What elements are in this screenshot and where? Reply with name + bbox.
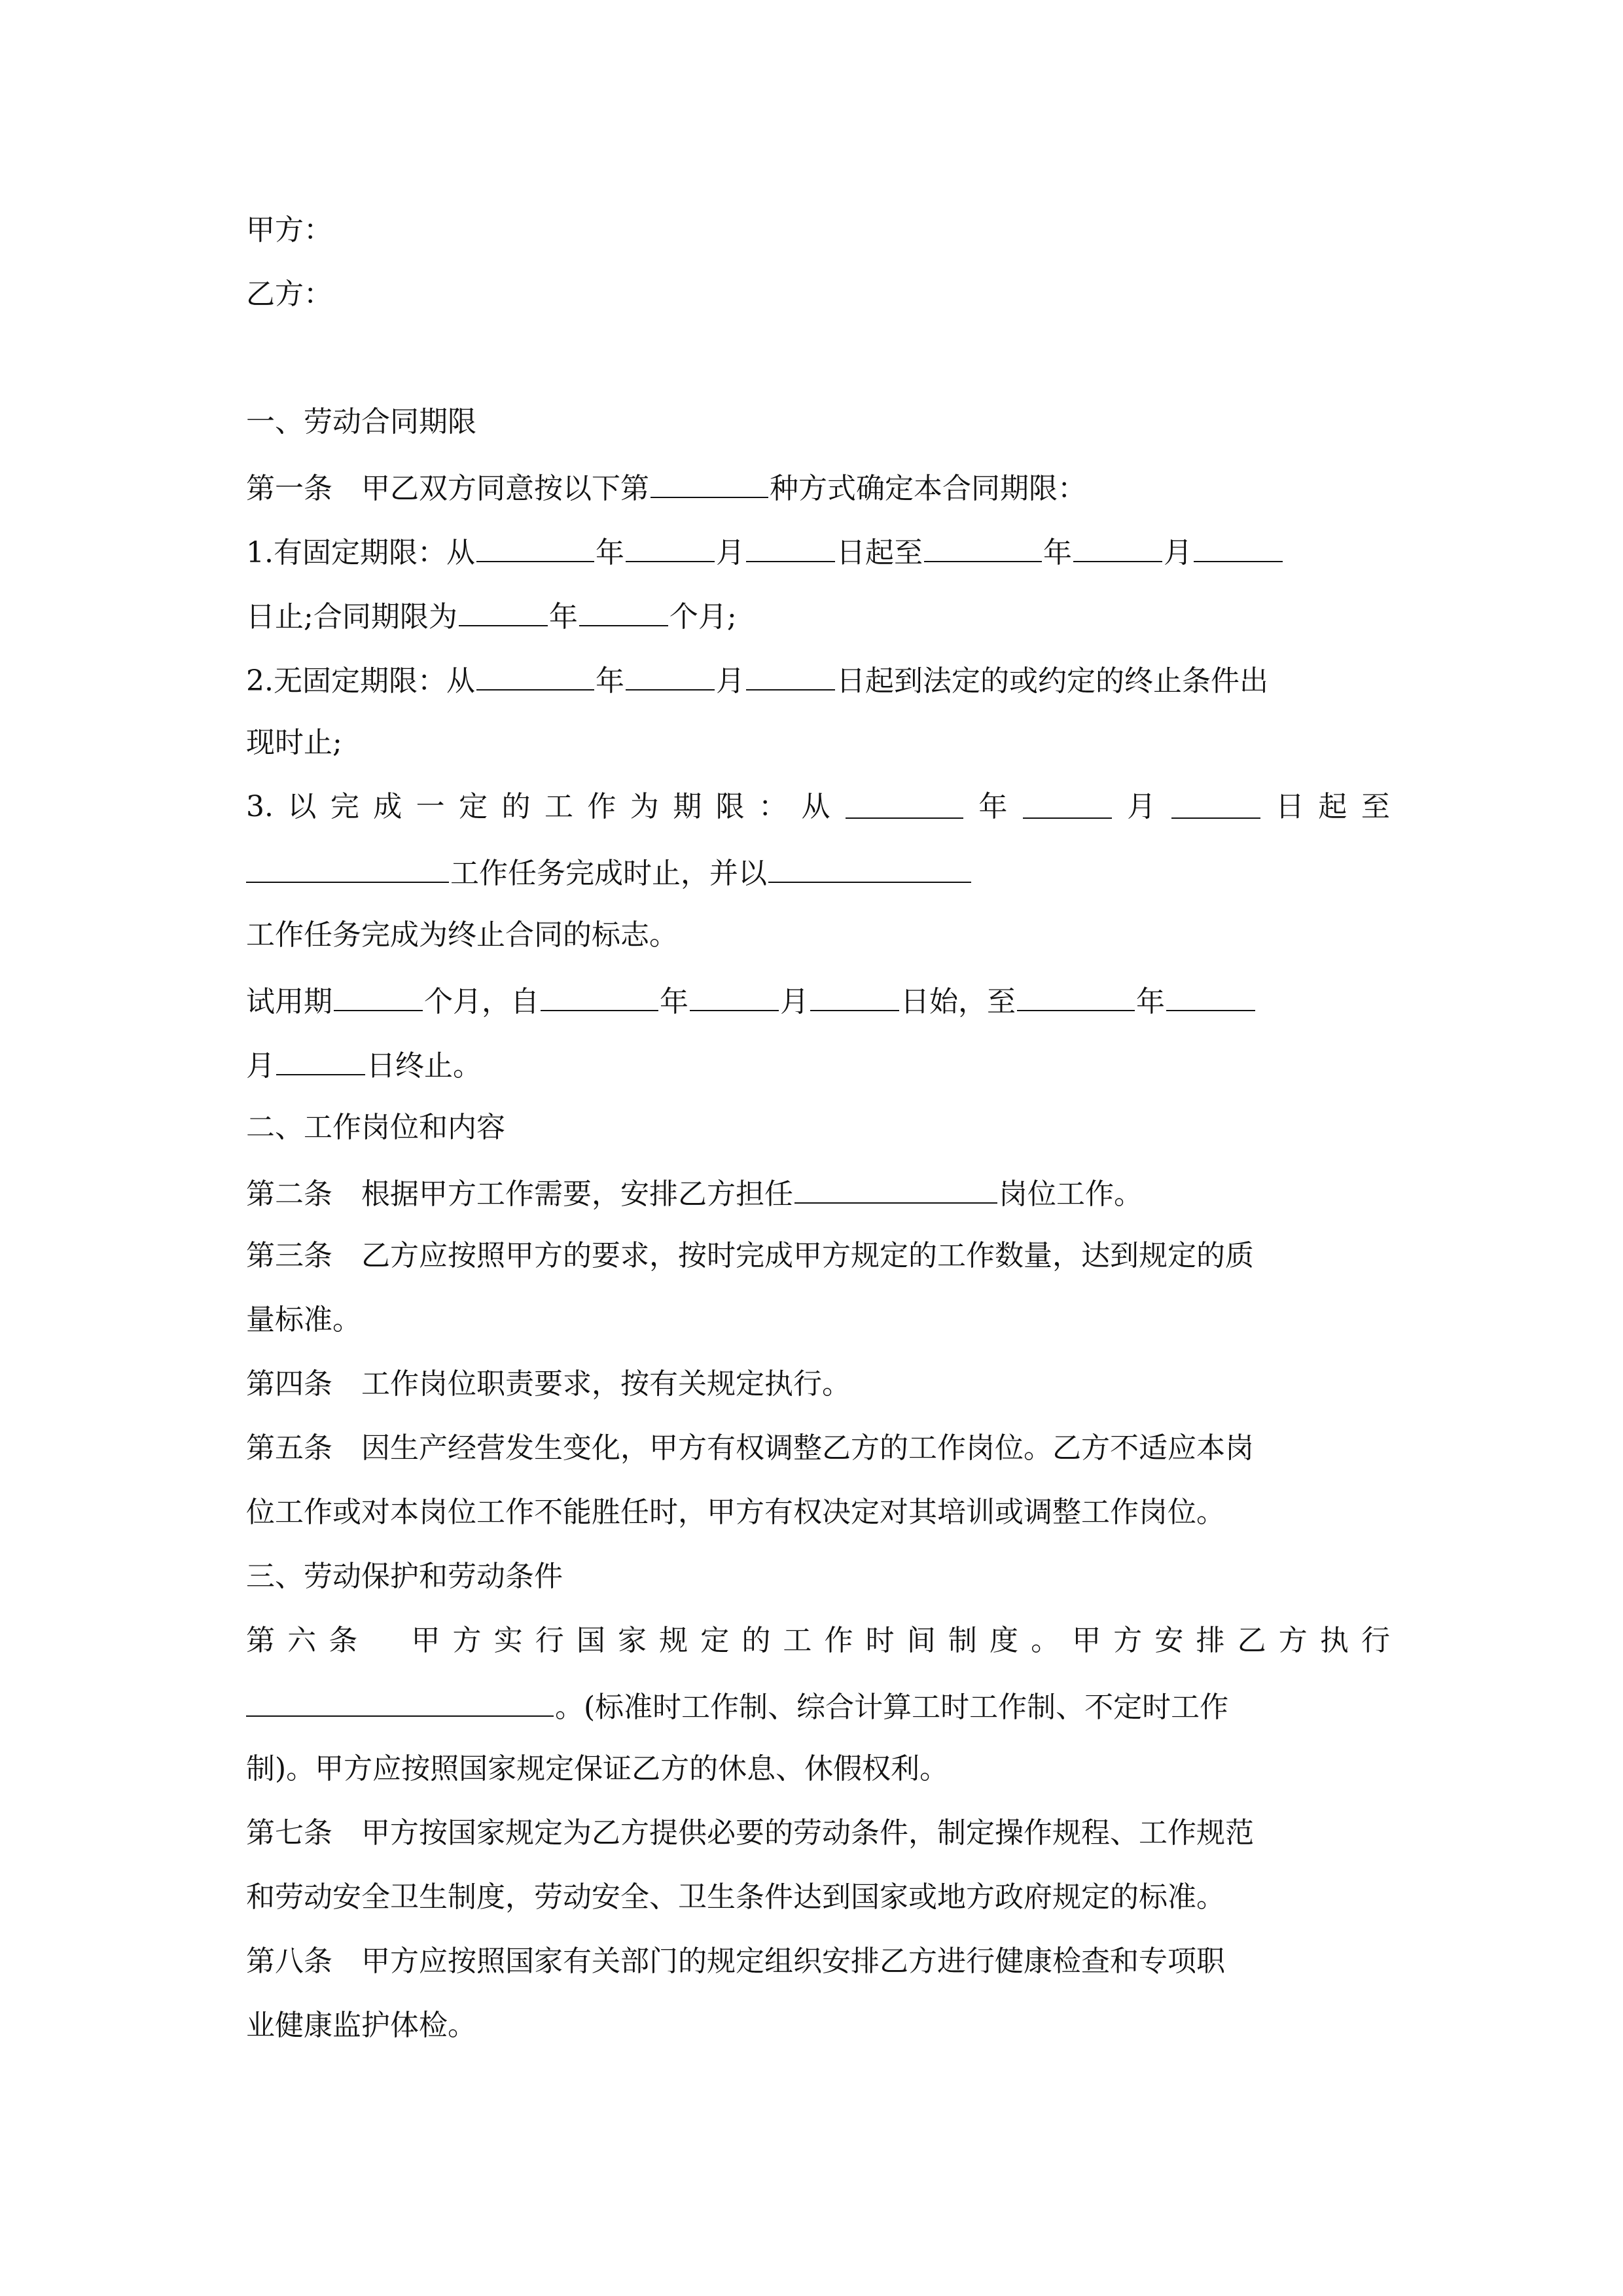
article-1-text-b: 种方式确定本合同期限： <box>770 472 1086 505</box>
article-6-line-1 <box>246 1621 1390 1660</box>
char: 定 <box>459 790 488 823</box>
year-label: 年 <box>660 985 688 1018</box>
probation-line-1 <box>246 980 1390 1022</box>
article-4-head: 第四条 <box>246 1367 332 1401</box>
char: 限 <box>715 790 745 823</box>
probation-end-year-blank[interactable] <box>1017 980 1135 1011</box>
char: 排 <box>1196 1624 1225 1657</box>
article-8-line-2: 业健康监护体检。 <box>246 2009 476 2042</box>
article-5-text: 因生产经营发生变化，甲方有权调整乙方的工作岗位。乙方不适应本岗 <box>361 1431 1254 1465</box>
option-2-label: 2.无固定期限：从 <box>246 664 475 698</box>
char: 方 <box>1278 1624 1308 1657</box>
char: 至 <box>1361 790 1390 823</box>
article-5-line-2: 位工作或对本岗位工作不能胜任时，甲方有权决定对其培训或调整工作岗位。 <box>246 1496 1225 1529</box>
article-5-head: 第五条 <box>246 1431 332 1465</box>
probation-end-label: 日终止。 <box>366 1049 482 1083</box>
option-3-line-2 <box>246 852 1390 893</box>
work-hours-system-blank[interactable] <box>246 1685 554 1717</box>
task-blank[interactable] <box>246 852 449 883</box>
article-4 <box>246 1365 1390 1404</box>
opt2-year-blank[interactable] <box>476 659 594 691</box>
char: ： <box>758 790 788 823</box>
article-8-text: 甲方应按照国家有关部门的规定组织安排乙方进行健康检查和专项职 <box>361 1945 1225 1978</box>
article-4-text: 工作岗位职责要求，按有关规定执行。 <box>361 1367 851 1401</box>
article-7-head: 第七条 <box>246 1816 332 1850</box>
month-label: 月 <box>1127 790 1156 823</box>
opt3-year-blank[interactable] <box>846 787 963 819</box>
start-day-blank[interactable] <box>746 531 835 562</box>
char: 间 <box>906 1624 936 1657</box>
article-7-text: 甲方按国家规定为乙方提供必要的劳动条件，制定操作规程、工作规范 <box>361 1816 1254 1850</box>
article-2-head: 第二条 <box>246 1177 332 1211</box>
year-label: 年 <box>1043 536 1072 569</box>
term-label: 日止;合同期限为 <box>246 600 457 634</box>
probation-to-label: 日始，至 <box>901 985 1016 1018</box>
char: 度 <box>989 1624 1018 1657</box>
opt3-day-blank[interactable] <box>1171 787 1260 819</box>
char: 成 <box>373 790 402 823</box>
month-label: 月 <box>715 536 745 569</box>
end-day-blank[interactable] <box>1194 531 1283 562</box>
probation-months-blank[interactable] <box>334 980 423 1011</box>
start-year-blank[interactable] <box>476 531 594 562</box>
article-1 <box>246 467 1390 509</box>
end-month-blank[interactable] <box>1073 531 1162 562</box>
months-label: 个月; <box>669 600 737 634</box>
year-label: 年 <box>978 790 1008 823</box>
month-label: 月 <box>246 1049 275 1083</box>
month-label: 月 <box>715 664 745 698</box>
char: 行 <box>1361 1624 1390 1657</box>
char: 3. <box>246 790 274 823</box>
article-1-head: 第一条 <box>246 472 332 505</box>
char: 条 <box>329 1624 358 1657</box>
char: 的 <box>501 790 531 823</box>
char: 甲 <box>411 1624 440 1657</box>
article-2-text-b: 岗位工作。 <box>999 1177 1143 1211</box>
char: 安 <box>1154 1624 1184 1657</box>
char: 规 <box>659 1624 688 1657</box>
char: 制 <box>948 1624 977 1657</box>
probation-end-day-blank[interactable] <box>276 1044 365 1075</box>
probation-end-month-blank[interactable] <box>1166 980 1255 1011</box>
article-6-line-3: 制)。甲方应按照国家规定保证乙方的休息、休假权利。 <box>246 1752 949 1785</box>
party-a-label: 甲方： <box>246 213 332 247</box>
char: 家 <box>617 1624 647 1657</box>
article-5-line-1 <box>246 1429 1390 1468</box>
article-3-line-1 <box>246 1236 1390 1276</box>
start-month-blank[interactable] <box>626 531 715 562</box>
option-3-line-3: 工作任务完成为终止合同的标志。 <box>246 918 678 952</box>
method-number-blank[interactable] <box>651 467 768 498</box>
opt2-month-blank[interactable] <box>626 659 715 691</box>
option-3-line-1 <box>246 787 1390 827</box>
option-1-line-1 <box>246 531 1390 573</box>
option-2-line-1 <box>246 659 1390 701</box>
char: 。 <box>1031 1624 1060 1657</box>
option-1-line-2 <box>246 595 1390 637</box>
article-2 <box>246 1172 1390 1214</box>
article-7-line-1 <box>246 1814 1390 1853</box>
article-8-line-1 <box>246 1942 1390 1981</box>
month-label: 月 <box>1163 536 1192 569</box>
char: 定 <box>700 1624 730 1657</box>
char: 国 <box>576 1624 605 1657</box>
party-b-label: 乙方： <box>246 278 332 311</box>
char: 一 <box>416 790 445 823</box>
article-2-text-a: 根据甲方工作需要，安排乙方担任 <box>361 1177 793 1211</box>
char: 方 <box>452 1624 482 1657</box>
char: 实 <box>493 1624 523 1657</box>
term-months-blank[interactable] <box>579 595 668 626</box>
task-completion-blank[interactable] <box>768 852 971 883</box>
char: 从 <box>801 790 830 823</box>
char: 工 <box>783 1624 812 1657</box>
article-8-head: 第八条 <box>246 1945 332 1978</box>
char: 乙 <box>1237 1624 1266 1657</box>
day-label: 日 <box>1275 790 1304 823</box>
section-2-title: 二、工作岗位和内容 <box>246 1111 505 1144</box>
char: 行 <box>535 1624 564 1657</box>
term-years-blank[interactable] <box>459 595 548 626</box>
char: 为 <box>630 790 659 823</box>
probation-start-year-blank[interactable] <box>541 980 658 1011</box>
day-to-label: 日起至 <box>836 536 923 569</box>
char: 期 <box>673 790 702 823</box>
article-6-line-2 <box>246 1685 1390 1727</box>
option-2-line-2: 现时止; <box>246 726 342 759</box>
opt2-day-blank[interactable] <box>746 659 835 691</box>
article-7-line-2: 和劳动安全卫生制度，劳动安全、卫生条件达到国家或地方政府规定的标准。 <box>246 1880 1225 1914</box>
char: 六 <box>287 1624 317 1657</box>
char: 工 <box>544 790 573 823</box>
probation-start-day-blank[interactable] <box>810 980 899 1011</box>
end-year-blank[interactable] <box>924 531 1042 562</box>
year-label: 年 <box>548 600 578 634</box>
position-blank[interactable] <box>794 1172 997 1204</box>
article-3-head: 第三条 <box>246 1239 332 1272</box>
article-6-options-text: 。(标准时工作制、综合计算工时工作制、不定时工作 <box>555 1691 1229 1724</box>
opt3-month-blank[interactable] <box>1023 787 1112 819</box>
char: 完 <box>330 790 359 823</box>
year-label: 年 <box>1136 985 1165 1018</box>
probation-start-month-blank[interactable] <box>690 980 779 1011</box>
section-3-title: 三、劳动保护和劳动条件 <box>246 1560 563 1593</box>
probation-label: 试用期 <box>246 985 332 1018</box>
char: 时 <box>865 1624 895 1657</box>
year-label: 年 <box>595 536 624 569</box>
char: 方 <box>1113 1624 1143 1657</box>
char: 起 <box>1318 790 1347 823</box>
char: 甲 <box>1072 1624 1101 1657</box>
article-3-text: 乙方应按照甲方的要求，按时完成甲方规定的工作数量，达到规定的质 <box>361 1239 1254 1272</box>
probation-line-2 <box>246 1044 1390 1086</box>
char: 作 <box>824 1624 853 1657</box>
article-3-line-2: 量标准。 <box>246 1303 361 1336</box>
char: 作 <box>587 790 616 823</box>
char: 以 <box>287 790 317 823</box>
article-1-text-a: 甲乙双方同意按以下第 <box>361 472 649 505</box>
option-3-text: 工作任务完成时止，并以 <box>450 857 767 890</box>
char: 的 <box>741 1624 771 1657</box>
char: 执 <box>1319 1624 1349 1657</box>
option-1-label: 1.有固定期限：从 <box>246 536 475 569</box>
option-2-text: 日起到法定的或约定的终止条件出 <box>836 664 1268 698</box>
probation-from-label: 个月，自 <box>424 985 539 1018</box>
year-label: 年 <box>595 664 624 698</box>
section-1-title: 一、劳动合同期限 <box>246 405 476 439</box>
char: 第 <box>246 1624 275 1657</box>
month-label: 月 <box>780 985 809 1018</box>
